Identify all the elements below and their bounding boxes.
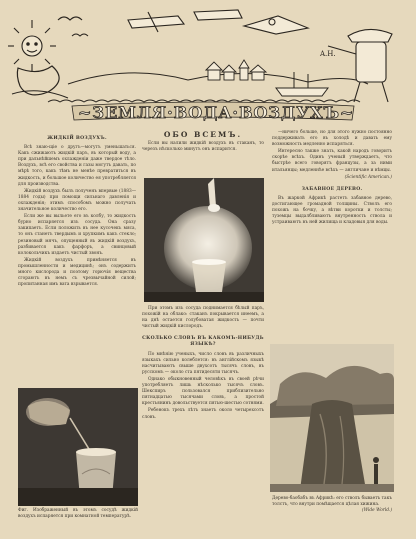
figure-with-hat-icon (328, 29, 392, 102)
section-title-about-everything: ОБО ВСЕМЪ. (163, 130, 243, 139)
column-middle-lower (142, 306, 264, 422)
bird-icon (72, 34, 88, 36)
section-title-liquid-air: ЖИДКІЙ ВОЗДУХЪ. (47, 136, 107, 141)
photo-pouring-glass (18, 388, 138, 506)
column-left (18, 130, 136, 289)
caption-right (272, 496, 392, 514)
photo-baobab-tree (270, 344, 394, 492)
paragraph: Всѣ знаю-щіе о другъ—могутъ уменьшаться. Какъ сжижаютъ жидкій паръ, въ который воду, а при дальнѣйшемъ охлажденіи даже твердое тѣло. Воздухъ, всѣ его свойства и газы могутъ давать, по мѣрѣ того, какъ тѣмъ не менѣе превратиться въ жидкость, и большое количество ея употребляется для производства. (18, 145, 136, 187)
signature: (Scientific American.) (344, 174, 392, 180)
section-title-funny-tree: ЗАБАВНОЕ ДЕРЕВО. (301, 186, 363, 192)
paragraph: При этомъ изъ сосуда поднимается бѣлый паръ, похожій на облако: стаканъ покрывается инеемъ, а на днѣ остается голубоватая жидкость — почти чистый жидкій кислородъ. (142, 306, 264, 330)
flying-man-icon (244, 16, 308, 34)
photo-flask-vapor (144, 178, 264, 302)
column-right (272, 130, 392, 227)
paragraph: Интересно также знать, какой народъ говоритъ скорѣе всѣхъ. Одинъ ученый утверждаетъ, что быстрѣе всего говорятъ французы, а за ними итальянцы; медленнѣе всѣхъ — англичане и нѣмцы. (272, 149, 392, 173)
section-title-words: СКОЛЬКО СЛОВЪ ВЪ КАКОМЪ-НИБУДЬ ЯЗЫКѢ? (142, 336, 264, 348)
masthead-title: ~ЗЕМЛЯ·ВОДА·ВОЗДУХЪ~ (78, 103, 355, 122)
paragraph: Въ жаркой Африкѣ растетъ забавное дерево, достигающее громадной толщины. Стволъ его похожъ на бочку, а вѣтви коротки и толсты; туземцы выдалбливаютъ внутренность ствола и устраиваютъ въ ней жилища и кладовыя для воды. (272, 195, 392, 226)
paragraph: Если вы налили жидкій воздухъ въ стаканъ, то черезъ нѣсколько минутъ онъ испарится. (142, 141, 264, 153)
caption-right-text: Дерево-баобабъ въ Африкѣ: его стволъ бываетъ такъ толстъ, что внутри помѣщается цѣлая хижина. (272, 496, 392, 508)
bird-icon (58, 17, 82, 20)
header-sign: A.H. (320, 50, 336, 58)
header-illustration (8, 6, 408, 124)
paragraph: Если же вы выльете его въ колбу, то жидкость бурно испаряется изъ сосуда. Она сразу закипаетъ. Если положить въ нее кусочекъ мяса, то онъ станетъ твердымъ и хрупкимъ какъ стекло; резиновый мячъ, опущенный въ жидкій воздухъ, разбивается какъ фарфоръ, а свинцовый колокольчикъ издаетъ чистый звонъ. (18, 214, 136, 256)
paragraph: Жидкій воздухъ примѣняется въ промышленности и медицинѣ; онъ содержитъ много кислорода и поэтому горючія вещества сгораютъ въ немъ съ чрезвычайной силой; пропитанная имъ вата взрывается. (18, 257, 136, 288)
caption-signature: (Wide World.) (362, 508, 392, 514)
paragraph: Однако обыкновенный человѣкъ въ своей рѣчи употребляетъ лишь нѣсколько тысячъ словъ. Шекспиръ пользовался приблизительно пятнадцатью тысячами словъ, а простой крестьянинъ довольствуется пятью-шестью сотнями. (142, 376, 264, 407)
sun-icon (8, 20, 56, 72)
caption-left: Фиг. Изображенный въ этомъ сосудѣ жидкій воздухъ испаряется при комнатной температурѣ. (18, 508, 138, 520)
village-icon (206, 60, 266, 80)
airplane-icon (128, 10, 242, 32)
column-middle (142, 130, 264, 154)
ship-icon (276, 72, 328, 96)
paragraph: —ничего больше, но для этого нужно постоянно поддерживать его въ холодѣ и давать ему возможность медленно испаряться. (272, 130, 392, 148)
paragraph: Жидкій воздухъ былъ полученъ впервые (1883—1884 годы) при помощи сильнаго давленія и охлажденія; этимъ способомъ можно получать значительное количество его. (18, 188, 136, 213)
paragraph: Ребенокъ трехъ лѣтъ знаетъ около четырехсотъ словъ. (142, 408, 264, 420)
paragraph: По мнѣнію ученыхъ, число словъ въ различныхъ языкахъ сильно колеблется: въ англійскомъ языкѣ насчитываютъ свыше двухсотъ тысячъ словъ, въ русскомъ — около ста пятидесяти тысячъ. (142, 351, 264, 375)
